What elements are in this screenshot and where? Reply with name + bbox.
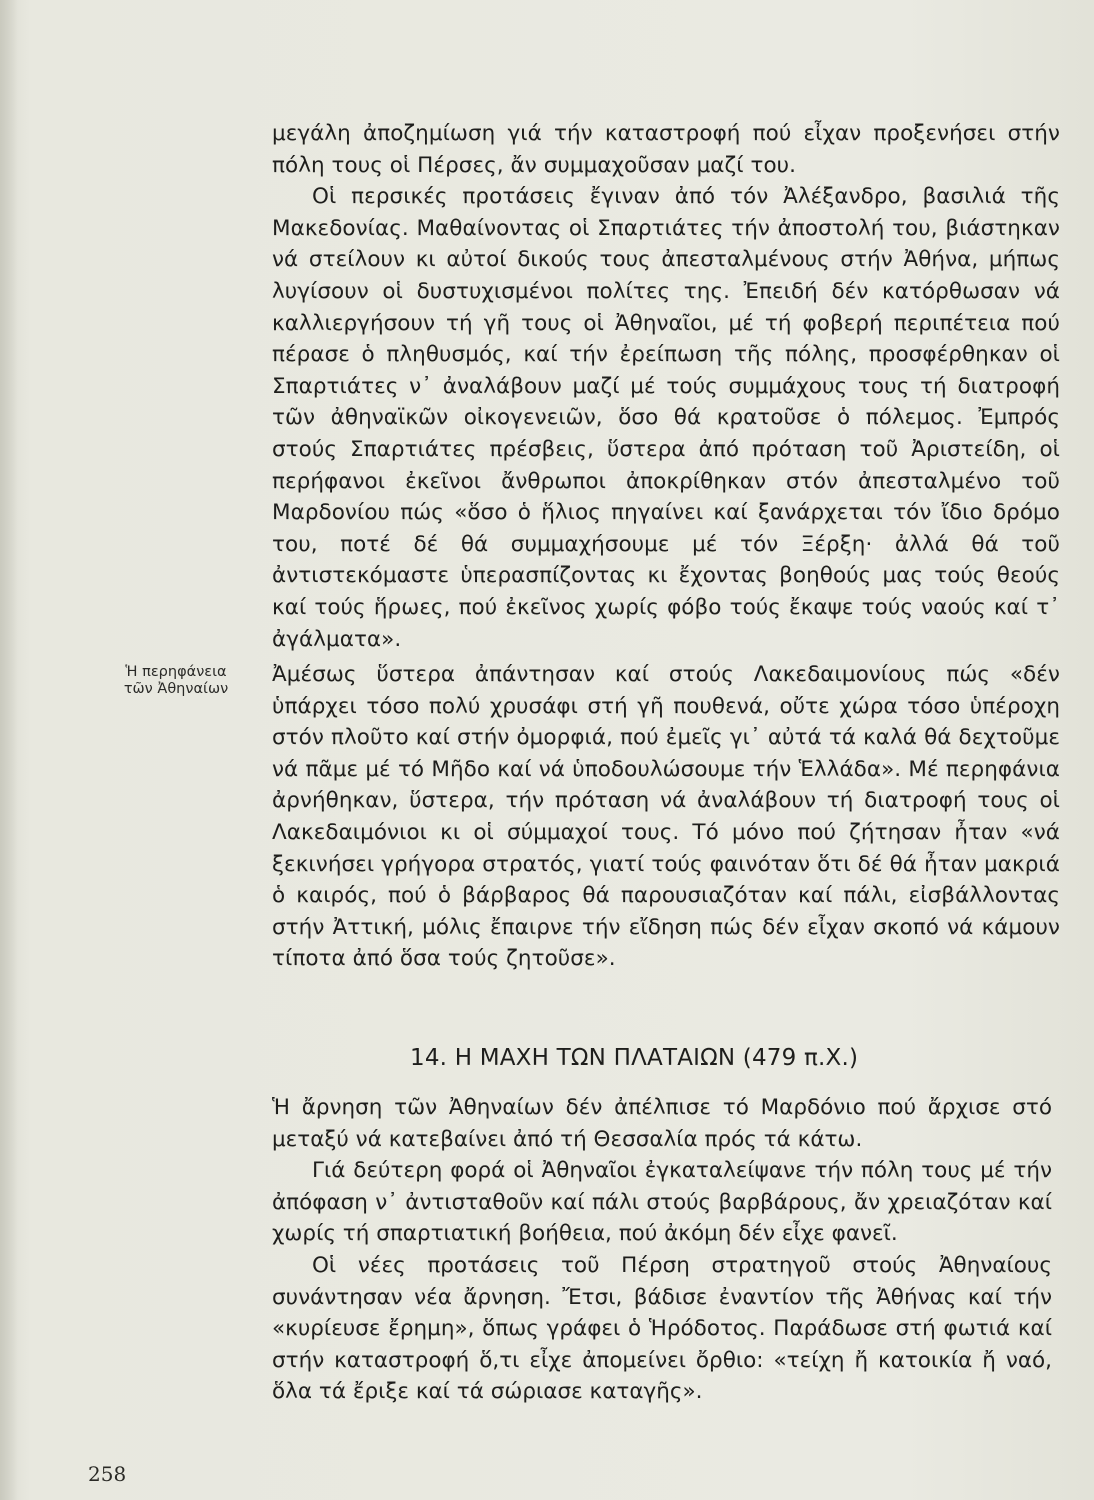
page-number: 258 xyxy=(88,1462,127,1486)
paragraph-athenian-pride: Ἀμέσως ὕστερα ἀπάντησαν καί στούς Λακεδαιμονίους πώς «δέν ὑπάρχει τόσο πολύ χρυσάφι στή γῆ πουθενά, οὔτε χώρα τόσο ὑπέροχη στόν πλοῦτο καί στήν ὀμορφιά, πού ἐμεῖς γι᾿ αὐτά τά καλά θά δεχτοῦμε νά πᾶμε μέ τό Μῆδο καί νά ὑποδουλώσουμε τήν Ἑλλάδα». Μέ περηφάνια ἀρνήθηκαν, ὕστερα, τήν πρόταση νά ἀναλάβουν τή διατροφή τους οἱ Λακεδαιμόνιοι κι οἱ σύμμαχοί τους. Τό μόνο πού ζήτησαν ἦταν «νά ξεκινήσει γρήγορα στρατός, γιατί τούς φαινόταν ὅτι δέ θά ἦταν μακριά ὁ καιρός, πού ὁ βάρβαρος θά παρουσιαζόταν καί πάλι, εἰσβάλλοντας στήν Ἀττική, μόλις ἔπαιρνε τήν εἴδηση πώς δέν εἶχαν σκοπό νά κάμουν τίποτα ἀπό ὅσα τούς ζητοῦσε». xyxy=(272,662,1060,972)
main-text-column xyxy=(272,118,1060,975)
section-paragraph-2: Γιά δεύτερη φορά οἱ Ἀθηναῖοι ἐγκαταλείψανε τήν πόλη τους μέ τήν ἀπόφαση ν᾿ ἀντισταθοῦν καί πάλι στούς βαρβάρους, ἄν χρειαζόταν καί χωρίς τή σπαρτιατική βοήθεια, πού ἀκόμη δέν εἶχε φανεῖ. xyxy=(272,1158,1052,1247)
margin-note-line-1: Ἡ περηφάνεια xyxy=(125,664,227,680)
page-gutter-shadow xyxy=(0,0,18,1500)
paragraph-persian-proposals: Οἱ περσικές προτάσεις ἔγιναν ἀπό τόν Ἀλέξανδρο, βασιλιά τῆς Μακεδονίας. Μαθαίνοντας οἱ Σπαρτιάτες τήν ἀποστολή του, βιάστηκαν νά στείλουν κι αὐτοί δικούς τους ἀπεσταλμένους στήν Ἀθήνα, μήπως λυγίσουν οἱ δυστυχισμένοι πολίτες της. Ἐπειδή δέν κατόρθωσαν νά καλλιεργήσουν τή γῆ τους οἱ Ἀθηναῖοι, μέ τή φοβερή περιπέτεια πού πέρασε ὁ πληθυσμός, καί τήν ἐρείπωση τῆς πόλης, προσφέρθηκαν οἱ Σπαρτιάτες ν᾿ ἀναλάβουν μαζί μέ τούς συμμάχους τους τή διατροφή τῶν ἀθηναϊκῶν οἰκογενειῶν, ὅσο θά κρατοῦσε ὁ πόλεμος. Ἐμπρός στούς Σπαρτιάτες πρέσβεις, ὕστερα ἀπό πρόταση τοῦ Ἀριστείδη, οἱ περήφανοι ἐκεῖνοι ἄνθρωποι ἀποκρίθηκαν στόν ἀπεσταλμένο τοῦ Μαρδονίου πώς «ὅσο ὁ ἥλιος πηγαίνει καί ξανάρχεται τόν ἴδιο δρόμο του, ποτέ δέ θά συμμαχήσουμε μέ τόν Ξέρξη· ἀλλά θά τοῦ ἀντιστεκόμαστε ὑπερασπίζοντας κι ἔχοντας βοηθούς μας τούς θεούς καί τούς ἥρωες, πού ἐκεῖνος χωρίς φόβο τούς ἔκαψε τούς ναούς καί τ᾿ ἀγάλματα». xyxy=(272,184,1060,652)
margin-note-line-2: τῶν Ἀθηναίων xyxy=(123,681,229,697)
margin-note xyxy=(106,664,246,698)
paragraph-continuation: μεγάλη ἀποζημίωση γιά τήν καταστροφή πού εἶχαν προξενήσει στήν πόλη τους οἱ Πέρσες, ἄν συμμαχοῦσαν μαζί του. xyxy=(272,121,1060,178)
section-heading: 14. Η ΜΑΧΗ ΤΩΝ ΠΛΑΤΑΙΩΝ (479 π.Χ.) xyxy=(410,1045,859,1071)
section-paragraph-3: Οἱ νέες προτάσεις τοῦ Πέρση στρατηγοῦ στούς Ἀθηναίους συνάντησαν νέα ἄρνηση. Ἔτσι, βάδισε ἐναντίον τῆς Ἀθήνας καί τήν «κυρίευσε ἔρημη», ὅπως γράφει ὁ Ἡρόδοτος. Παράδωσε στή φωτιά καί στήν καταστροφή ὅ,τι εἶχε ἀπομείνει ὄρθιο: «τείχη ἤ κατοικία ἤ ναό, ὅλα τά ἔριξε καί τά σώριασε καταγῆς». xyxy=(272,1252,1052,1405)
section-text-column xyxy=(272,1092,1052,1408)
section-paragraph-1: Ἡ ἄρνηση τῶν Ἀθηναίων δέν ἀπέλπισε τό Μαρδόνιο πού ἄρχισε στό μεταξύ νά κατεβαίνει ἀπό τή Θεσσαλία πρός τά κάτω. xyxy=(272,1095,1052,1152)
